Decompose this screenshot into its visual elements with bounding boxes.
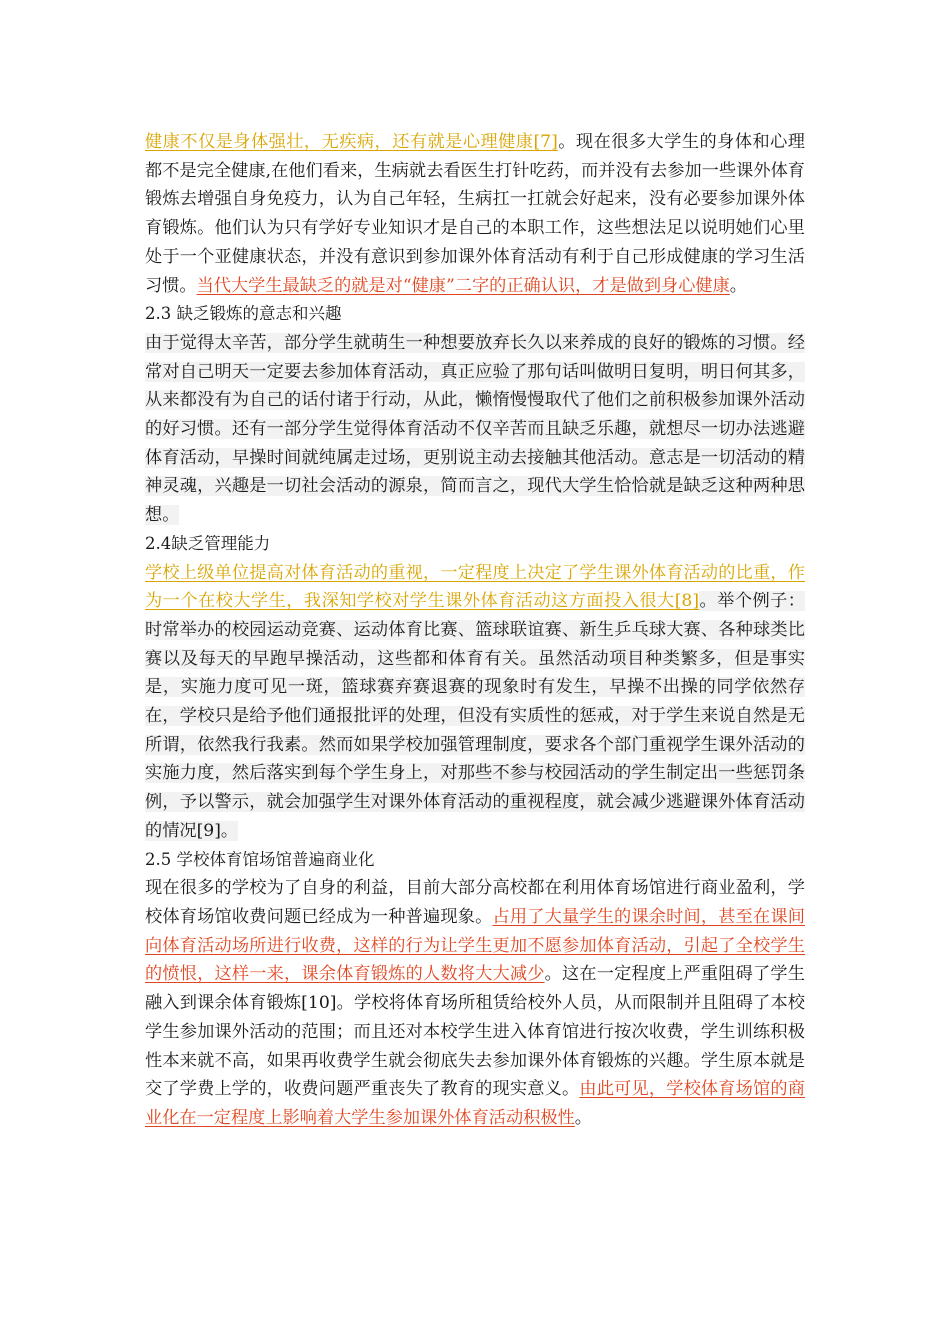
highlight-fee-impact: 占用了大量学生的课余时间，甚至在课间向体育活动场所进行收费，这样的行为让学生更加不愿参加体育活动，引起了全校学生的愤恨，这样一来，课余体育锻炼的人数将大大减少 xyxy=(145,906,805,985)
paragraph-text: 由于觉得太辛苦，部分学生就萌生一种想要放弃长久以来养成的良好的锻炼的习惯。经常对自己明天一定要去参加体育活动，真正应验了那句话叫做明日复明，明日何其多，从来都没有为自己的话付诸于行动，从此，懒惰慢慢取代了他们之前积极参加课外活动的好习惯。还有一部分学生觉得体育活动不仅辛苦而且缺乏乐趣，就想尽一切办法逃避体育活动，早操时间就纯属走过场，更别说主动去接触其他活动。意志是一切活动的精神灵魂，兴趣是一切社会活动的源泉，简而言之，现代大学生恰恰就是缺乏这种两种思想。 xyxy=(145,332,805,526)
paragraph-commercialization xyxy=(145,874,805,1132)
paragraph-text: 。 xyxy=(729,275,747,296)
section-heading-2-5: 2.5 学校体育馆场馆普遍商业化 xyxy=(145,849,375,869)
paragraph-management xyxy=(145,559,805,846)
highlight-conclusion: 由此可见，学校体育场馆的商业化在一定程度上影响着大学生参加课外体育活动积极性 xyxy=(145,1079,805,1128)
paragraph-text: 。现在很多大学生的身体和心理都不是完全健康,在他们看来，生病就去看医生打针吃药，而并没有去参加一些课外体育锻炼去增强自身免疫力，认为自己年轻，生病扛一扛就会好起来，没有必要参加课外体育锻炼。他们认为只有学好专业知识才是自己的本职工作，这些想法足以说明她们心里处于一个亚健康状态，并没有意识到参加课外体育活动有利于自己形成健康的学习生活习惯。 xyxy=(145,132,805,296)
highlight-health-awareness: 当代大学生最缺乏的就是对“健康”二字的正确认识，才是做到身心健康 xyxy=(196,275,730,296)
highlight-school-emphasis: 学校上级单位提高对体育活动的重视，一定程度上决定了学生课外体育活动的比重，作为一个在校大学生，我深知学校对学生课外体育活动这方面投入很大[8] xyxy=(145,562,805,612)
paragraph-text: 。 xyxy=(574,1107,592,1128)
paragraph-text: 现在很多的学校为了自身的利益，目前大部分高校都在利用体育场馆进行商业盈利，学校体育场馆收费问题已经成为一种普遍现象。 xyxy=(145,878,805,927)
paragraph-text: 。这在一定程度上严重阻碍了学生融入到课余体育锻炼[10]。学校将体育场所租赁给校外人员，从而限制并且阻碍了本校学生参加课外活动的范围；而且还对本校学生进入体育馆进行按次收费，学生训练积极性本来就不高，如果再收费学生就会彻底失去参加课外体育锻炼的兴趣。学生原本就是交了学费上学的，收费问题严重丧失了教育的现实意义。 xyxy=(145,964,805,1100)
section-heading-2-4: 2.4缺乏管理能力 xyxy=(145,533,271,553)
section-heading-2-3: 2.3 缺乏锻炼的意志和兴趣 xyxy=(145,304,342,324)
paragraph-text: 。举个例子：时常举办的校园运动竞赛、运动体育比赛、篮球联谊赛、新生乒乓球大赛、各种球类比赛以及每天的早跑早操活动，这些都和体育有关。虽然活动项目种类繁多，但是事实是，实施力度可见一斑，篮球赛弃赛退赛的现象时有发生，早操不出操的同学依然存在，学校只是给予他们通报批评的处理，但没有实质性的惩戒，对于学生来说自然是无所谓，依然我行我素。然而如果学校加强管理制度，要求各个部门重视学生课外活动的实施力度，然后落实到每个学生身上，对那些不参与校园活动的学生制定出一些惩罚条例，予以警示，就会加强学生对课外体育活动的重视程度，就会减少逃避课外体育活动的情况[9]。 xyxy=(145,591,805,841)
document-body xyxy=(145,128,805,1133)
paragraph-mental-health xyxy=(145,128,805,300)
paragraph-will-interest xyxy=(145,329,805,530)
highlight-health-definition: 健康不仅是身体强壮，无疾病，还有就是心理健康[7] xyxy=(145,132,558,152)
